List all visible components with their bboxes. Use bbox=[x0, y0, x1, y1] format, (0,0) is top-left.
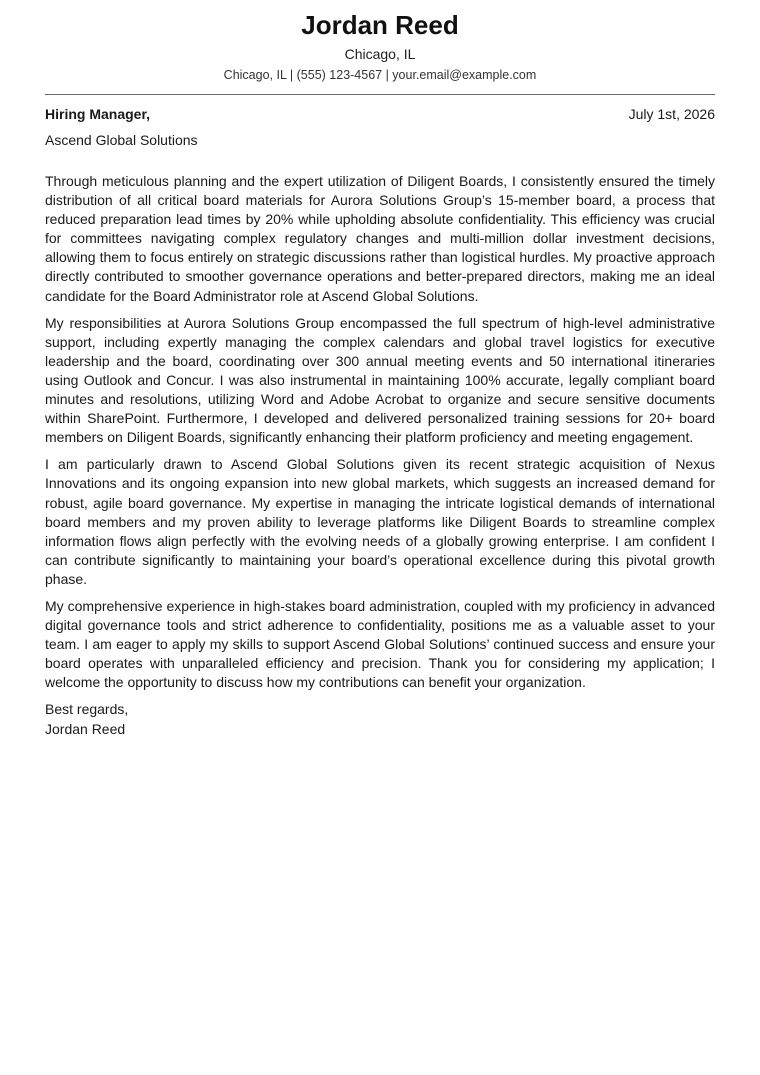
letter-closing bbox=[45, 700, 715, 738]
closing-phrase: Best regards, bbox=[45, 701, 129, 718]
body-paragraph: My responsibilities at Aurora Solutions Group encompassed the full spectrum of high-level administrative support, including expertly managing the complex calendars and global travel logistics for executive leadership and the board, coordinating over 300 annual meeting events and 50 international itineraries using Outlook and Concur. I was also instrumental in maintaining 100% accurate, legally compliant board minutes and resolutions, utilizing Word and Adobe Acrobat to organize and secure sensitive documents within SharePoint. Furthermore, I developed and delivered personalized training sessions for 20+ board members on Diligent Boards, significantly enhancing their platform proficiency and meeting engagement. bbox=[45, 314, 715, 446]
recipient-salutation: Hiring Manager, bbox=[45, 106, 151, 122]
letter-body bbox=[45, 172, 715, 739]
sender-location: Chicago, IL bbox=[344, 46, 416, 62]
sender-name: Jordan Reed bbox=[301, 10, 459, 40]
letter-header bbox=[0, 8, 760, 83]
body-paragraph: I am particularly drawn to Ascend Global Solutions given its recent strategic acquisition of Nexus Innovations and its ongoing expansion into new global markets, which suggests an increased demand for robust, agile board governance. My expertise in managing the intricate logistical demands of international board members and my proven ability to leverage platforms like Diligent Boards to streamline complex information flows align perfectly with the evolving needs of a globally growing enterprise. I am confident I can contribute significantly to maintaining your board’s operational excellence during this pivotal growth phase. bbox=[45, 456, 715, 587]
body-paragraph: Through meticulous planning and the expert utilization of Diligent Boards, I consistently ensured the timely distribution of all critical board materials for Aurora Solutions Group’s 15-member board, a process that reduced preparation lead times by 20% while upholding absolute confidentiality. This efficiency was crucial for committees navigating complex regulatory changes and multi-million dollar investment decisions, allowing them to focus entirely on strategic discussions rather than logistical hurdles. My proactive approach directly contributed to smoother governance operations and better-prepared directors, making me an ideal candidate for the Board Administrator role at Ascend Global Solutions. bbox=[45, 173, 715, 304]
body-paragraph: My comprehensive experience in high-stakes board administration, coupled with my proficiency in advanced digital governance tools and strict adherence to confidentiality, positions me as a valuable asset to your team. I am eager to apply my skills to support Ascend Global Solutions’ continued success and ensure your board operates with unparalleled efficiency and precision. Thank you for considering my application; I welcome the opportunity to discuss how my contributions can benefit your organization. bbox=[45, 597, 715, 691]
recipient-company: Ascend Global Solutions bbox=[45, 132, 198, 148]
sender-contact-line: Chicago, IL | (555) 123-4567 | your.email@example.com bbox=[223, 68, 537, 82]
letter-date: July 1st, 2026 bbox=[628, 106, 715, 122]
header-divider bbox=[45, 94, 715, 95]
letter-meta-row bbox=[45, 105, 715, 123]
signature-name: Jordan Reed bbox=[45, 720, 126, 737]
